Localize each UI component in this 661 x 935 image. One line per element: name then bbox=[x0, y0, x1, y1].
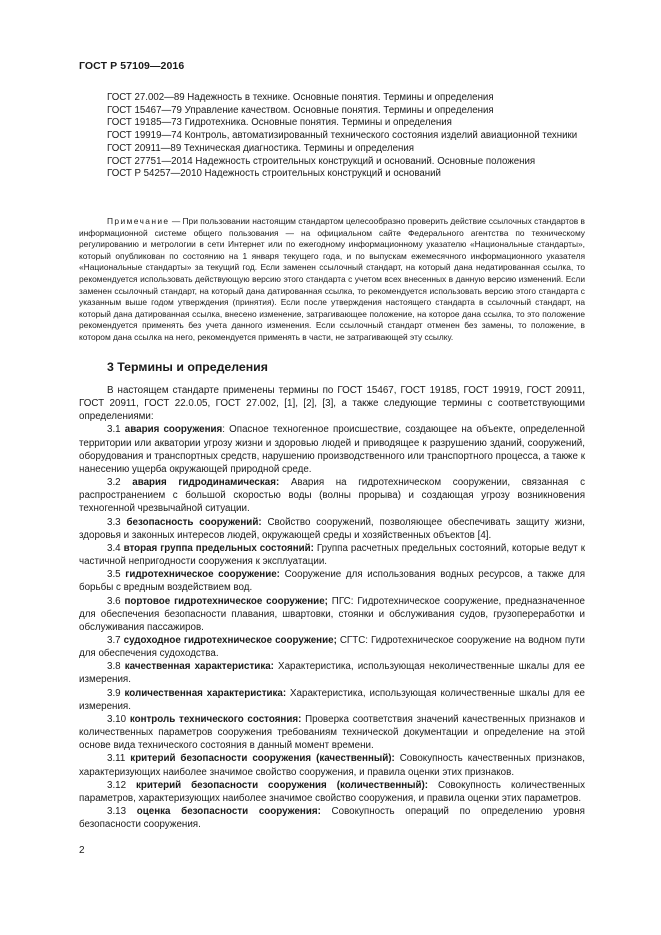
term-entry bbox=[79, 423, 585, 476]
reference-item: ГОСТ Р 54257—2010 Надежность строительных конструкций и оснований bbox=[107, 168, 441, 180]
reference-list bbox=[79, 92, 585, 181]
term-definition: Свойство сооружений, позволяющее обеспечивать защиту жизни, здоровья и законных интересов людей, окружающей среды и хозяйственных объектов [4]. bbox=[79, 516, 585, 541]
term-name: авария гидродинамическая: bbox=[132, 477, 280, 489]
term-number: 3.9 bbox=[107, 687, 121, 699]
term-number: 3.4 bbox=[107, 542, 121, 554]
section-title: 3 Термины и определения bbox=[107, 360, 268, 374]
term-entry bbox=[79, 779, 585, 805]
term-name: авария сооружения bbox=[124, 424, 223, 436]
reference-item: ГОСТ 19919—74 Контроль, автоматизированный технического состояния изделий авиационной техники bbox=[107, 130, 578, 142]
term-name: портовое гидротехническое сооружение; bbox=[124, 595, 328, 607]
term-number: 3.12 bbox=[107, 779, 127, 791]
term-entry bbox=[79, 595, 585, 634]
term-name: безопасность сооружений: bbox=[126, 516, 262, 528]
term-name: вторая группа предельных состояний: bbox=[123, 542, 314, 554]
term-number: 3.13 bbox=[107, 806, 127, 817]
term-entry bbox=[79, 752, 585, 778]
term-name: гидротехническое сооружение: bbox=[125, 569, 280, 581]
term-definition: Совокупность операций по определению уровня безопасности сооружения. bbox=[79, 806, 585, 831]
term-entry bbox=[79, 516, 585, 542]
term-name: качественная характеристика: bbox=[124, 661, 274, 673]
term-name: оценка безопасности сооружения: bbox=[136, 806, 321, 817]
term-number: 3.10 bbox=[107, 713, 127, 725]
term-definition: Характеристика, использующая количественные шкалы для ее измерения. bbox=[79, 687, 585, 712]
term-number: 3.1 bbox=[107, 424, 121, 436]
term-name: критерий безопасности сооружения (количественный): bbox=[136, 779, 429, 791]
term-entry bbox=[79, 634, 585, 660]
reference-item: ГОСТ 15467—79 Управление качеством. Основные понятия. Термины и определения bbox=[107, 104, 494, 116]
reference-item: ГОСТ 27.002—89 Надежность в технике. Основные понятия. Термины и определения bbox=[107, 92, 494, 103]
term-definition: : Опасное техногенное происшествие, создающее на объекте, определенной территории или акватории угрозу жизни и здоровью людей и приводящее к разрушению зданий, сооружений, оборудования и транспортных средств, нарушению производственного или транспортного процесса, а также к нанесению ущерба окружающей природной среде. bbox=[79, 424, 585, 475]
note-block bbox=[79, 216, 585, 344]
term-entry bbox=[79, 713, 585, 752]
term-definition: Сооружение для использования водных ресурсов, а также для борьбы с вредным воздействием вод. bbox=[79, 569, 585, 594]
reference-item: ГОСТ 19185—73 Гидротехника. Основные понятия. Термины и определения bbox=[107, 117, 452, 129]
term-entry bbox=[79, 542, 585, 568]
term-definition: Проверка соответствия значений качественных признаков и количественных параметров сооружения требованиям технической документации и определение на этой основе вида технического состояния в данный момент времени. bbox=[79, 713, 585, 752]
term-number: 3.2 bbox=[107, 477, 121, 489]
term-number: 3.5 bbox=[107, 569, 121, 581]
term-name: количественная характеристика: bbox=[124, 687, 287, 699]
page-number: 2 bbox=[79, 845, 85, 856]
term-number: 3.6 bbox=[107, 595, 121, 607]
term-name: критерий безопасности сооружения (качественный): bbox=[130, 753, 395, 765]
reference-item: ГОСТ 20911—89 Техническая диагностика. Термины и определения bbox=[107, 142, 415, 154]
term-entry bbox=[79, 568, 585, 594]
reference-item: ГОСТ 27751—2014 Надежность строительных конструкций и оснований. Основные положения bbox=[107, 155, 536, 167]
term-entry bbox=[79, 660, 585, 686]
term-definition: ПГС: Гидротехническое сооружение, предназначенное для обеспечения безопасности плавания, швартовки, стоянки и обслуживания судов, грузопереработки и обслуживания пассажиров. bbox=[79, 595, 585, 633]
term-definition: Совокупность качественных признаков, характеризующих наиболее значимое свойство сооружения, и правила оценки этих признаков. bbox=[79, 753, 585, 778]
term-definition: Группа расчетных предельных состояний, которые ведут к частичной непригодности сооружения к эксплуатации. bbox=[79, 542, 585, 568]
term-entry bbox=[79, 805, 585, 831]
section-body bbox=[79, 384, 585, 831]
term-definition: СГТС: Гидротехническое сооружение на водном пути для обеспечения судоходства. bbox=[79, 634, 585, 660]
term-number: 3.8 bbox=[107, 661, 121, 673]
term-entry bbox=[79, 476, 585, 515]
section-intro: В настоящем стандарте применены термины по ГОСТ 15467, ГОСТ 19185, ГОСТ 19919, ГОСТ 20911, ГОСТ 20911, ГОСТ 22.0.05, ГОСТ 27.002, [1], [2], [3], а также следующие термины с соответствующими определениями: bbox=[79, 385, 585, 423]
term-definition: Авария на гидротехническом сооружении, связанная с распространением с большой скоростью воды (волны прорыва) и создающая угрозу возникновения техногенной чрезвычайной ситуации. bbox=[79, 477, 586, 515]
note-text: — При пользовании настоящим стандартом целесообразно проверить действие ссылочных стандартов в информационной системе общего пользования — на официальном сайте Федерального агентства по техническому регулированию и метрологии в сети Интернет или по ежегодному информационному указателю «Национальные стандарты», который опубликован по состоянию на 1 января текущего года, и по выпускам ежемесячного информационного указателя «Национальные стандарты» за текущий год. Если заменен ссылочный стандарт, на который дана недатированная ссылка, то рекомендуется использовать действующую версию этого стандарта с учетом всех внесенных в данную версию изменений. Если заменен ссылочный стандарт, на который дана датированная ссылка, то рекомендуется использовать версию этого стандарта с указанным выше годом утверждения (принятия). Если после утверждения настоящего стандарта в ссылочный стандарт, на который дана датированная ссылка, внесено изменение, затрагивающее положение, на которое дана ссылка, то это положение рекомендуется применять без учета данного изменения. Если ссылочный стандарт отменен без замены, то положение, в котором дана ссылка на него, рекомендуется применять в части, не затрагивающей эту ссылку. bbox=[79, 216, 585, 342]
term-number: 3.3 bbox=[107, 516, 121, 528]
term-name: судоходное гидротехническое сооружение; bbox=[123, 634, 337, 646]
term-definition: Совокупность количественных параметров, характеризующих наиболее значимое свойство сооружения, и правила оценки этих параметров. bbox=[79, 779, 585, 804]
term-entry bbox=[79, 687, 585, 713]
term-definition: Характеристика, использующая неколичественные шкалы для ее измерения. bbox=[79, 661, 585, 686]
standard-header: ГОСТ Р 57109—2016 bbox=[79, 60, 185, 72]
term-name: контроль технического состояния: bbox=[129, 713, 302, 725]
note-label: Примечание bbox=[107, 216, 170, 226]
term-number: 3.7 bbox=[107, 634, 121, 646]
term-number: 3.11 bbox=[107, 753, 126, 765]
